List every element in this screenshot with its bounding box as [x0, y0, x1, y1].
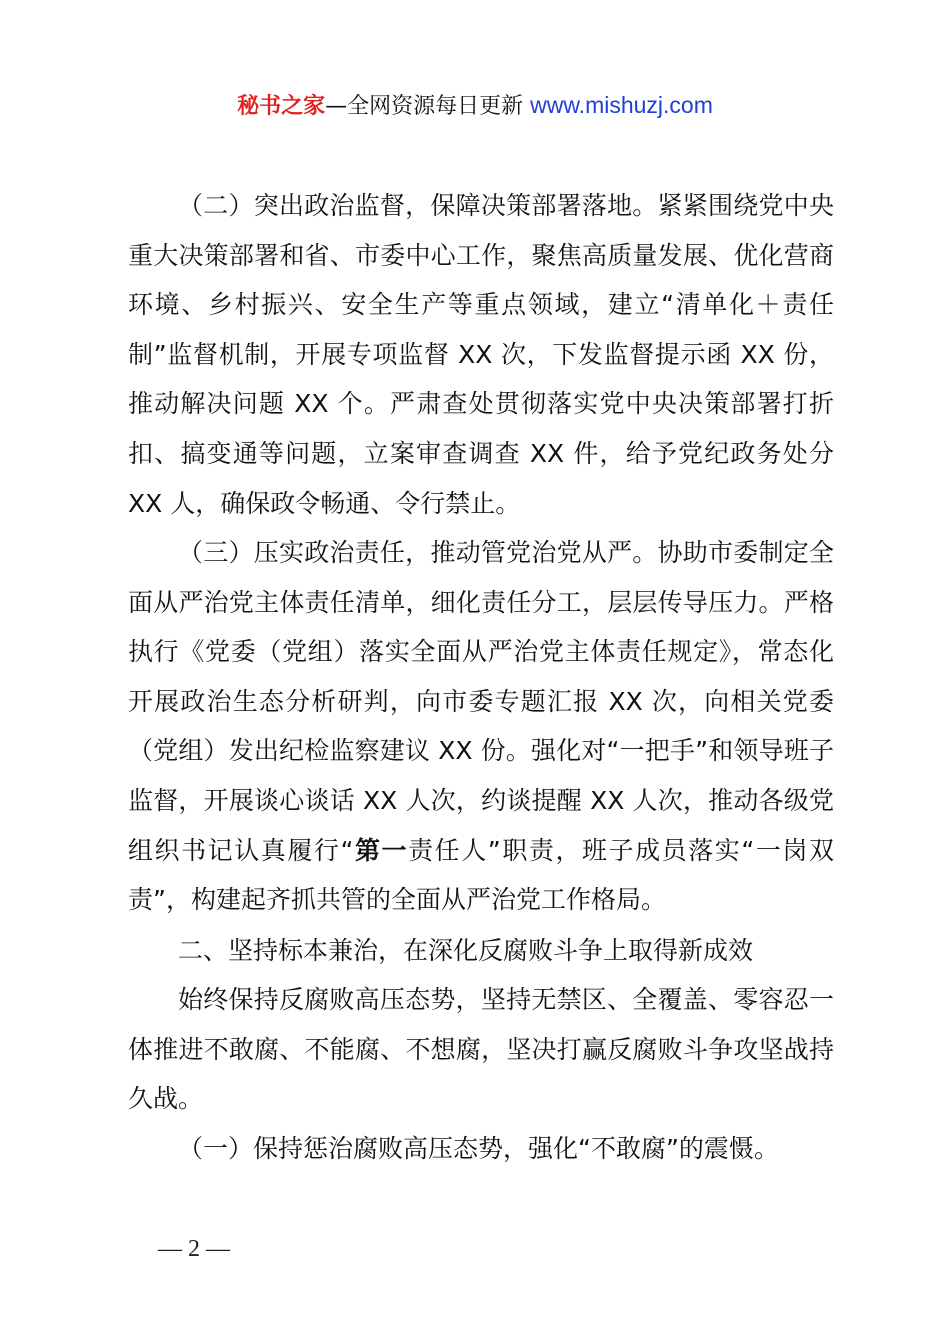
page-number: — 2 — [158, 1236, 230, 1262]
paragraph-text: （二）突出政治监督，保障决策部署落地。紧紧围绕党中央重大决策部署和省、市委中心工作，聚焦高质量发展、优化营商环境、乡村振兴、安全生产等重点领域，建立“清单化＋责任制”监督机制，开展专项监督 XX 次，下发监督提示函 XX 份，推动解决问题 XX 个。严肃查处贯彻落实党中央决策部署打折扣、搞变通等问题，立案审查调查 XX 件，给予党纪政务处分 XX 人，确保政令畅通、令行禁止。 [128, 191, 834, 518]
section-heading-text: 二、坚持标本兼治，在深化反腐败斗争上取得新成效 [178, 936, 754, 965]
paragraph-anti-corruption [128, 975, 834, 1124]
brand-name: 秘书之家 [237, 94, 326, 119]
subsection-heading [128, 1124, 834, 1174]
paragraph-political-supervision [128, 181, 834, 528]
paragraph-text: 始终保持反腐败高压态势，坚持无禁区、全覆盖、零容忍一体推进不敢腐、不能腐、不想腐，坚决打赢反腐败斗争攻坚战持久战。 [128, 985, 834, 1114]
paragraph-political-responsibility [128, 528, 834, 925]
site-url-link[interactable]: www.mishuzj.com [530, 92, 713, 118]
bold-emphasis: 第一 [353, 835, 409, 865]
section-heading [128, 926, 834, 976]
paragraph-text: 责任人”职责，班子成员落实“一岗双责”，构建起齐抓共管的全面从严治党工作格局。 [128, 835, 834, 915]
paragraph-text: （三）压实政治责任，推动管党治党从严。协助市委制定全面从严治党主体责任清单，细化责任分工，层层传导压力。严格执行《党委（党组）落实全面从严治党主体责任规定》，常态化开展政治生态分析研判，向市委专题汇报 XX 次，向相关党委（党组）发出纪检监察建议 XX 份。强化对“一把手”和领导班子监督，开展谈心谈话 XX 人次，约谈提醒 XX 人次，推动各级党组织书记认真履行“ [128, 538, 834, 865]
subsection-heading-text: （一）保持惩治腐败高压态势，强化“不敢腐”的震慑。 [178, 1134, 779, 1163]
site-header [0, 88, 950, 124]
header-slogan: —全网资源每日更新 [325, 94, 524, 119]
